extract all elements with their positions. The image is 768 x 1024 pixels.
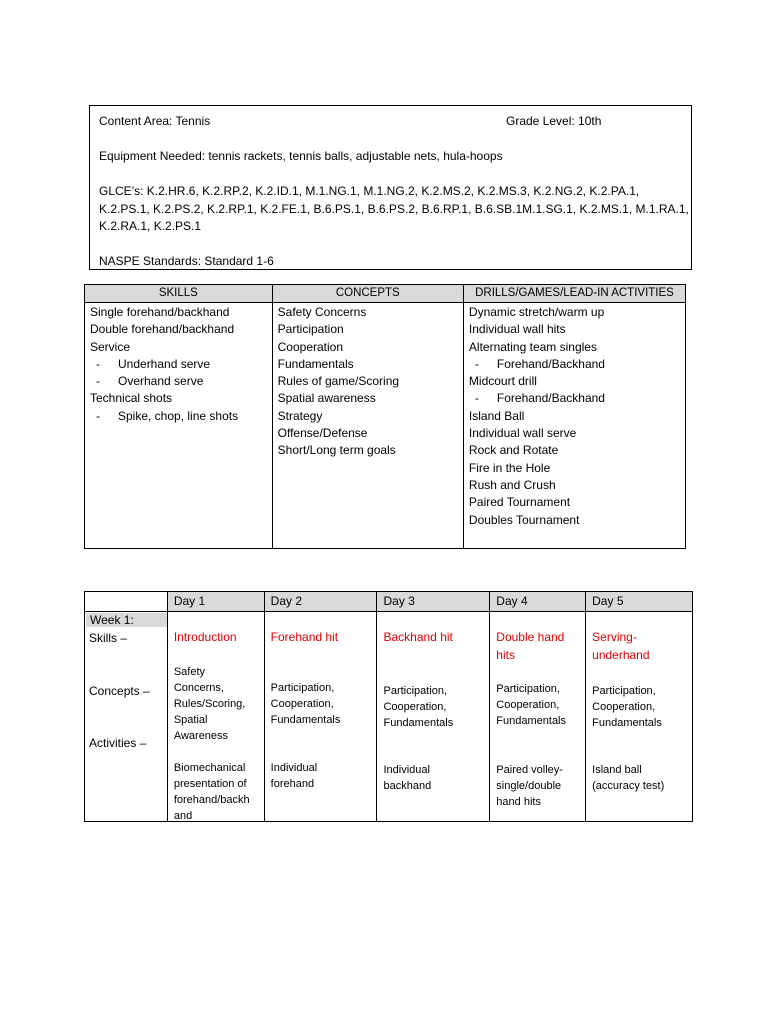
bullet-dash: - (96, 374, 100, 389)
activity-item: Fire in the Hole (468, 460, 551, 475)
activity-item: Individual wall hits (468, 322, 566, 337)
day-4-header: Day 4 (490, 592, 586, 612)
day-1-skill: Introduction (173, 630, 237, 644)
week-header-blank (85, 592, 168, 612)
drills-header: DRILLS/GAMES/LEAD-IN ACTIVITIES (463, 285, 685, 303)
day-4-activities-line: single/double (496, 780, 562, 792)
bullet-dash: - (96, 408, 100, 423)
day-5-activities-line: (accuracy test) (592, 780, 665, 792)
day-1-concepts (174, 664, 260, 744)
concept-item: Short/Long term goals (277, 443, 396, 458)
day-5-concepts-line: Cooperation, (592, 701, 656, 713)
skill-item: Double forehand/backhand (90, 322, 235, 337)
day-4-activities (496, 762, 581, 810)
day-3-skill: Backhand hit (383, 630, 453, 644)
activity-item: Midcourt drill (468, 374, 537, 389)
day-1-activities-line: presentation of (173, 778, 247, 790)
lesson-info-box (89, 105, 692, 270)
activity-item: Rush and Crush (468, 477, 556, 492)
day-3-cell (377, 612, 490, 822)
concept-item: Offense/Defense (277, 426, 368, 441)
skill-item (90, 373, 267, 390)
day-5-skill-line: underhand (592, 648, 650, 662)
concepts-list (272, 303, 463, 549)
day-5-activities (592, 762, 688, 794)
day-5-skill-line: Serving- (592, 630, 637, 644)
day-3-activities-line: Individual (383, 764, 430, 776)
day-5-concepts-line: Participation, (592, 685, 656, 697)
day-2-cell (264, 612, 377, 822)
glce-line-1: GLCE’s: K.2.HR.6, K.2.RP.2, K.2.ID.1, M.1.NG.1, M.1.NG.2, K.2.MS.2, K.2.MS.3, K.2.NG.2, K.2.PA.1, (99, 184, 640, 198)
skills-row-label: Skills – (89, 631, 128, 645)
skill-item (90, 408, 267, 425)
skill-item (90, 356, 267, 373)
day-4-cell (490, 612, 586, 822)
day-4-skill-line: hits (496, 648, 515, 662)
day-1-activities-line: forehand/backh (173, 794, 250, 806)
day-2-concepts-line: Cooperation, (270, 698, 334, 710)
day-2-activities-line: forehand (270, 778, 315, 790)
day-1-concepts-line: Spatial (173, 714, 208, 726)
activity-item: Dynamic stretch/warm up (468, 305, 605, 319)
bullet-dash: - (96, 356, 100, 371)
week-label: Week 1: (86, 613, 167, 627)
skill-item-text: Underhand serve (118, 356, 211, 371)
day-3-activities-line: backhand (383, 780, 432, 792)
day-3-activities (383, 762, 485, 794)
day-1-activities (174, 760, 260, 824)
activity-item: Doubles Tournament (468, 512, 580, 527)
day-3-concepts-line: Fundamentals (383, 717, 454, 729)
glce-line-3: K.2.RA.1, K.2.PS.1 (99, 219, 202, 233)
day-4-concepts (496, 681, 581, 729)
skills-list (85, 303, 273, 549)
activity-item-text: Forehand/Backhand (496, 356, 605, 371)
concepts-header: CONCEPTS (272, 285, 463, 303)
day-5-cell (586, 612, 693, 822)
day-1-concepts-line: Safety (173, 666, 206, 678)
bullet-dash: - (474, 391, 479, 406)
day-1-cell (167, 612, 264, 822)
row-labels-cell (85, 612, 168, 822)
skill-item: Service (90, 339, 131, 354)
week-plan-table (84, 591, 693, 822)
naspe-standards: NASPE Standards: Standard 1-6 (99, 254, 274, 268)
activity-item-text: Forehand/Backhand (496, 391, 605, 406)
grade-level: Grade Level: 10th (506, 114, 602, 128)
concept-item: Participation (277, 322, 344, 337)
day-5-concepts (592, 683, 688, 731)
day-1-concepts-line: Concerns, (173, 682, 224, 694)
day-5-activities-line: Island ball (592, 764, 642, 776)
day-3-header: Day 3 (377, 592, 490, 612)
concept-item: Fundamentals (277, 356, 354, 371)
day-1-concepts-line: Rules/Scoring, (173, 698, 246, 710)
day-3-concepts-line: Participation, (383, 685, 448, 697)
equipment-needed: Equipment Needed: tennis rackets, tennis balls, adjustable nets, hula-hoops (99, 149, 503, 163)
activity-item: Individual wall serve (468, 426, 577, 441)
drills-list (463, 303, 685, 549)
day-4-skill-line: Double hand (496, 630, 565, 644)
day-1-header: Day 1 (167, 592, 264, 612)
day-2-activities-line: Individual (270, 762, 318, 774)
concept-item: Safety Concerns (277, 305, 367, 319)
activity-item: Island Ball (468, 408, 525, 423)
bullet-dash: - (474, 356, 479, 371)
skill-item: Single forehand/backhand (90, 305, 230, 319)
day-1-activities-line: and (173, 810, 193, 822)
concept-item: Strategy (277, 408, 323, 423)
concept-item: Rules of game/Scoring (277, 374, 400, 389)
day-3-concepts (383, 683, 485, 731)
skills-concepts-table (84, 284, 686, 549)
content-area: Content Area: Tennis (99, 114, 211, 128)
skill-item: Technical shots (90, 391, 173, 406)
day-5-concepts-line: Fundamentals (592, 717, 662, 729)
day-2-concepts-line: Participation, (270, 682, 335, 694)
day-1-concepts-line: Awareness (173, 730, 229, 742)
glce-line-2: K.2.PS.1, K.2.PS.2, K.2.RP.1, K.2.FE.1, B.6.PS.1, B.6.PS.2, B.6.RP.1, B.6.SB.1M.1.SG.1, K.2.MS.1, M.1.RA.1, (99, 202, 689, 216)
day-2-activities (271, 760, 373, 792)
day-1-activities-line: Biomechanical (173, 762, 246, 774)
day-2-skill: Forehand hit (270, 630, 339, 644)
concept-item: Spatial awareness (277, 391, 376, 406)
day-2-header: Day 2 (264, 592, 377, 612)
activity-item: Rock and Rotate (468, 443, 559, 458)
day-2-concepts (271, 680, 373, 728)
day-4-concepts-line: Fundamentals (496, 715, 567, 727)
day-5-skill (592, 628, 688, 664)
day-2-concepts-line: Fundamentals (270, 714, 341, 726)
skill-item-text: Overhand serve (118, 374, 204, 389)
activities-row-label: Activities – (89, 736, 147, 750)
day-3-concepts-line: Cooperation, (383, 701, 447, 713)
concept-item: Cooperation (277, 339, 344, 354)
activity-item (469, 390, 680, 407)
concepts-row-label: Concepts – (89, 684, 150, 698)
day-4-activities-line: hand hits (496, 796, 541, 808)
day-5-header: Day 5 (586, 592, 693, 612)
day-4-activities-line: Paired volley- (496, 764, 563, 776)
skills-header: SKILLS (85, 285, 273, 303)
day-4-concepts-line: Participation, (496, 683, 560, 695)
day-4-skill (496, 628, 581, 664)
day-4-concepts-line: Cooperation, (496, 699, 560, 711)
activity-item (469, 356, 680, 373)
activity-item: Paired Tournament (468, 495, 571, 510)
skill-item-text: Spike, chop, line shots (118, 408, 239, 423)
activity-item: Alternating team singles (468, 339, 597, 354)
